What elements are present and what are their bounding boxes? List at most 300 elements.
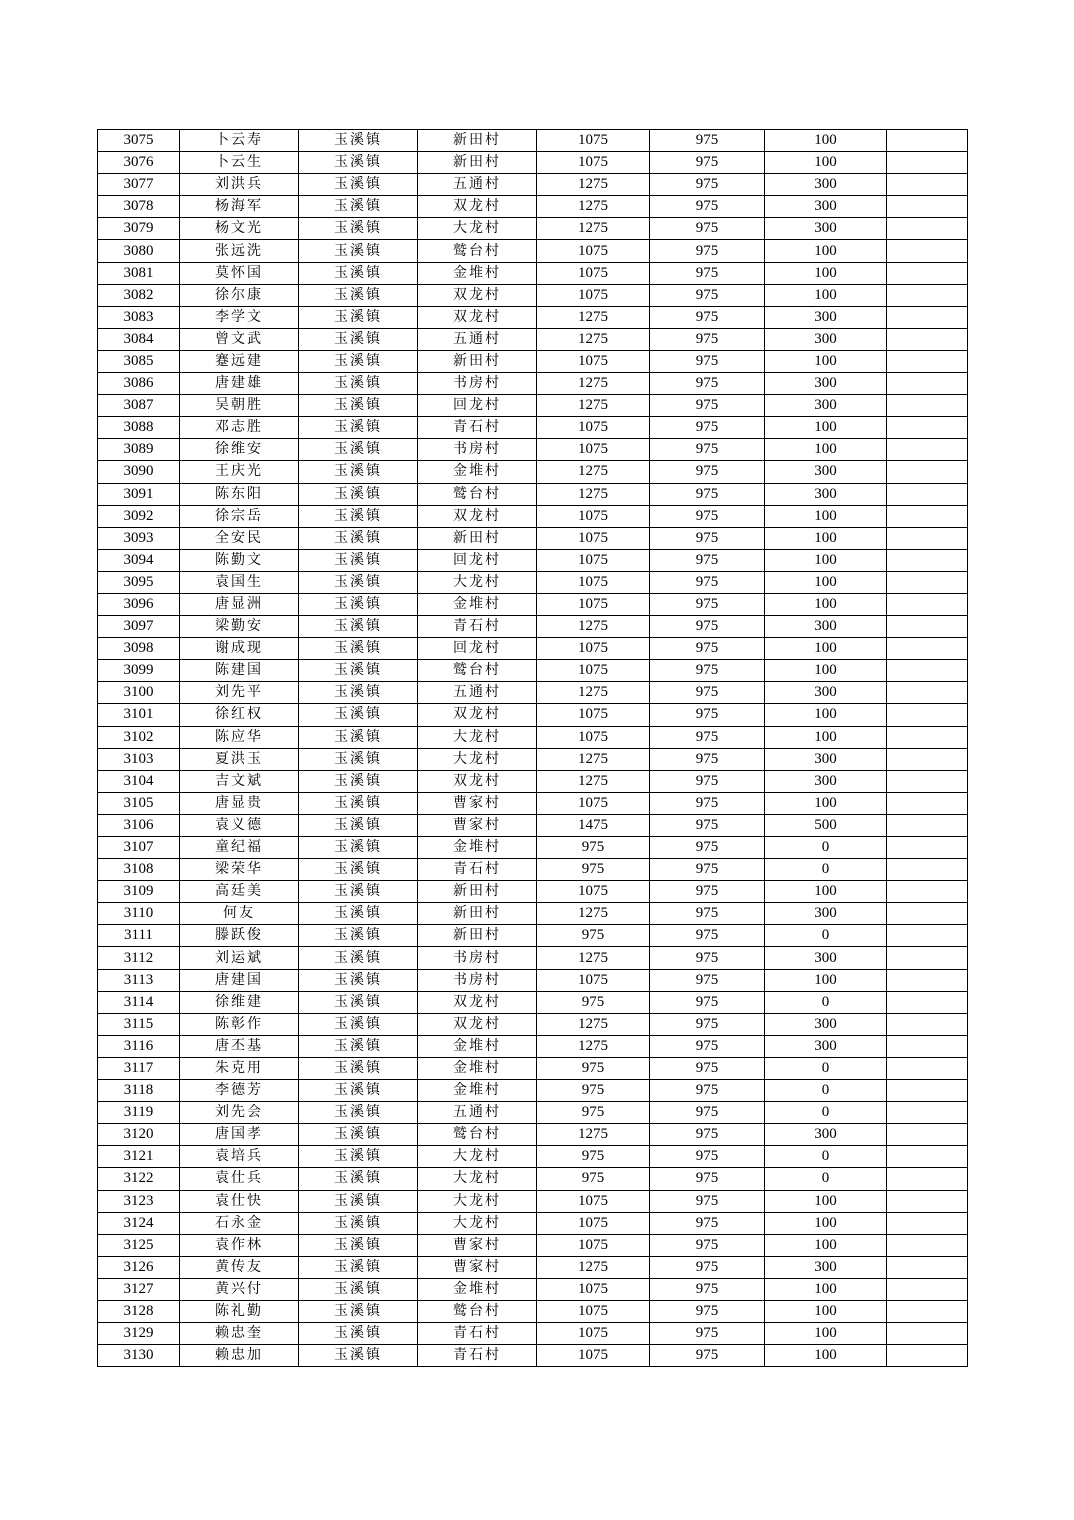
amount-base-cell: 975 (650, 969, 765, 991)
amount-base-cell: 975 (650, 726, 765, 748)
table-row (98, 593, 968, 615)
remark-cell (887, 969, 968, 991)
name-cell: 杨海军 (180, 196, 299, 218)
amount-base-cell: 975 (650, 439, 765, 461)
name-cell: 莫怀国 (180, 262, 299, 284)
row-number-cell: 3088 (98, 417, 180, 439)
amount-base-cell: 975 (650, 1035, 765, 1057)
town-cell: 玉溪镇 (299, 505, 418, 527)
amount-base-cell: 975 (650, 1013, 765, 1035)
amount-total-cell: 1075 (537, 881, 650, 903)
amount-total-cell: 1475 (537, 814, 650, 836)
amount-extra-cell: 100 (765, 1212, 887, 1234)
town-cell: 玉溪镇 (299, 152, 418, 174)
remark-cell (887, 549, 968, 571)
row-number-cell: 3104 (98, 770, 180, 792)
table-row (98, 240, 968, 262)
amount-extra-cell: 100 (765, 1345, 887, 1367)
amount-total-cell: 1275 (537, 1035, 650, 1057)
amount-extra-cell: 300 (765, 218, 887, 240)
name-cell: 徐尔康 (180, 284, 299, 306)
amount-base-cell: 975 (650, 549, 765, 571)
village-cell: 金堆村 (418, 593, 537, 615)
name-cell: 卜云生 (180, 152, 299, 174)
village-cell: 五通村 (418, 1102, 537, 1124)
row-number-cell: 3113 (98, 969, 180, 991)
village-cell: 新田村 (418, 350, 537, 372)
remark-cell (887, 1278, 968, 1300)
amount-extra-cell: 100 (765, 969, 887, 991)
amount-base-cell: 975 (650, 616, 765, 638)
table-row (98, 1256, 968, 1278)
remark-cell (887, 505, 968, 527)
row-number-cell: 3103 (98, 748, 180, 770)
remark-cell (887, 1212, 968, 1234)
amount-extra-cell: 300 (765, 328, 887, 350)
remark-cell (887, 306, 968, 328)
amount-total-cell: 1275 (537, 682, 650, 704)
row-number-cell: 3125 (98, 1234, 180, 1256)
amount-extra-cell: 100 (765, 881, 887, 903)
remark-cell (887, 837, 968, 859)
table-row (98, 638, 968, 660)
remark-cell (887, 947, 968, 969)
row-number-cell: 3096 (98, 593, 180, 615)
name-cell: 邓志胜 (180, 417, 299, 439)
name-cell: 高廷美 (180, 881, 299, 903)
table-row (98, 1323, 968, 1345)
table-row (98, 1345, 968, 1367)
village-cell: 大龙村 (418, 218, 537, 240)
amount-total-cell: 975 (537, 837, 650, 859)
amount-base-cell: 975 (650, 1057, 765, 1079)
amount-base-cell: 975 (650, 881, 765, 903)
amount-base-cell: 975 (650, 328, 765, 350)
table-row (98, 174, 968, 196)
amount-total-cell: 1275 (537, 1013, 650, 1035)
amount-extra-cell: 300 (765, 682, 887, 704)
amount-extra-cell: 300 (765, 196, 887, 218)
remark-cell (887, 395, 968, 417)
village-cell: 大龙村 (418, 1212, 537, 1234)
town-cell: 玉溪镇 (299, 1190, 418, 1212)
name-cell: 唐建国 (180, 969, 299, 991)
amount-total-cell: 1075 (537, 1278, 650, 1300)
name-cell: 全安民 (180, 527, 299, 549)
amount-extra-cell: 300 (765, 1013, 887, 1035)
amount-extra-cell: 100 (765, 571, 887, 593)
table-row (98, 395, 968, 417)
table-row (98, 328, 968, 350)
town-cell: 玉溪镇 (299, 770, 418, 792)
town-cell: 玉溪镇 (299, 1345, 418, 1367)
village-cell: 大龙村 (418, 726, 537, 748)
amount-total-cell: 1275 (537, 373, 650, 395)
village-cell: 双龙村 (418, 284, 537, 306)
town-cell: 玉溪镇 (299, 704, 418, 726)
name-cell: 陈应华 (180, 726, 299, 748)
amount-extra-cell: 100 (765, 638, 887, 660)
amount-base-cell: 975 (650, 1300, 765, 1322)
remark-cell (887, 152, 968, 174)
amount-extra-cell: 100 (765, 240, 887, 262)
remark-cell (887, 616, 968, 638)
amount-base-cell: 975 (650, 814, 765, 836)
town-cell: 玉溪镇 (299, 549, 418, 571)
village-cell: 回龙村 (418, 395, 537, 417)
row-number-cell: 3080 (98, 240, 180, 262)
remark-cell (887, 527, 968, 549)
amount-base-cell: 975 (650, 682, 765, 704)
amount-total-cell: 1075 (537, 726, 650, 748)
row-number-cell: 3083 (98, 306, 180, 328)
amount-extra-cell: 100 (765, 593, 887, 615)
amount-base-cell: 975 (650, 660, 765, 682)
village-cell: 双龙村 (418, 770, 537, 792)
table-row (98, 439, 968, 461)
row-number-cell: 3109 (98, 881, 180, 903)
row-number-cell: 3124 (98, 1212, 180, 1234)
amount-total-cell: 1075 (537, 704, 650, 726)
remark-cell (887, 682, 968, 704)
town-cell: 玉溪镇 (299, 814, 418, 836)
amount-extra-cell: 300 (765, 616, 887, 638)
village-cell: 鹫台村 (418, 483, 537, 505)
amount-extra-cell: 300 (765, 903, 887, 925)
amount-base-cell: 975 (650, 1256, 765, 1278)
amount-total-cell: 1075 (537, 1300, 650, 1322)
town-cell: 玉溪镇 (299, 726, 418, 748)
remark-cell (887, 130, 968, 152)
amount-base-cell: 975 (650, 1168, 765, 1190)
row-number-cell: 3077 (98, 174, 180, 196)
table-row (98, 947, 968, 969)
amount-total-cell: 1075 (537, 130, 650, 152)
name-cell: 黄兴付 (180, 1278, 299, 1300)
table-row (98, 1212, 968, 1234)
amount-extra-cell: 0 (765, 1146, 887, 1168)
amount-total-cell: 975 (537, 1146, 650, 1168)
town-cell: 玉溪镇 (299, 859, 418, 881)
amount-extra-cell: 300 (765, 1035, 887, 1057)
village-cell: 大龙村 (418, 1190, 537, 1212)
row-number-cell: 3101 (98, 704, 180, 726)
row-number-cell: 3092 (98, 505, 180, 527)
amount-extra-cell: 100 (765, 1190, 887, 1212)
amount-extra-cell: 300 (765, 306, 887, 328)
amount-total-cell: 1275 (537, 748, 650, 770)
amount-extra-cell: 300 (765, 174, 887, 196)
amount-base-cell: 975 (650, 770, 765, 792)
row-number-cell: 3095 (98, 571, 180, 593)
row-number-cell: 3118 (98, 1080, 180, 1102)
row-number-cell: 3076 (98, 152, 180, 174)
name-cell: 刘先平 (180, 682, 299, 704)
town-cell: 玉溪镇 (299, 395, 418, 417)
village-cell: 书房村 (418, 373, 537, 395)
amount-total-cell: 1275 (537, 218, 650, 240)
remark-cell (887, 1080, 968, 1102)
amount-total-cell: 1275 (537, 1256, 650, 1278)
amount-base-cell: 975 (650, 638, 765, 660)
amount-extra-cell: 300 (765, 748, 887, 770)
amount-total-cell: 975 (537, 1057, 650, 1079)
village-cell: 青石村 (418, 417, 537, 439)
table-row (98, 1013, 968, 1035)
name-cell: 王庆光 (180, 461, 299, 483)
remark-cell (887, 1057, 968, 1079)
table-row (98, 814, 968, 836)
amount-total-cell: 1075 (537, 505, 650, 527)
row-number-cell: 3122 (98, 1168, 180, 1190)
remark-cell (887, 1300, 968, 1322)
amount-base-cell: 975 (650, 350, 765, 372)
row-number-cell: 3121 (98, 1146, 180, 1168)
name-cell: 袁国生 (180, 571, 299, 593)
village-cell: 青石村 (418, 1345, 537, 1367)
amount-base-cell: 975 (650, 704, 765, 726)
amount-total-cell: 1075 (537, 969, 650, 991)
name-cell: 梁勤安 (180, 616, 299, 638)
remark-cell (887, 218, 968, 240)
table-row (98, 350, 968, 372)
table-row (98, 969, 968, 991)
village-cell: 双龙村 (418, 1013, 537, 1035)
name-cell: 石永金 (180, 1212, 299, 1234)
table-row (98, 218, 968, 240)
amount-extra-cell: 0 (765, 837, 887, 859)
table-row (98, 505, 968, 527)
name-cell: 吴朝胜 (180, 395, 299, 417)
amount-extra-cell: 300 (765, 483, 887, 505)
row-number-cell: 3089 (98, 439, 180, 461)
village-cell: 五通村 (418, 682, 537, 704)
table-row (98, 1124, 968, 1146)
village-cell: 双龙村 (418, 704, 537, 726)
amount-total-cell: 1075 (537, 152, 650, 174)
row-number-cell: 3116 (98, 1035, 180, 1057)
remark-cell (887, 770, 968, 792)
village-cell: 金堆村 (418, 461, 537, 483)
amount-base-cell: 975 (650, 792, 765, 814)
amount-total-cell: 1275 (537, 1124, 650, 1146)
amount-base-cell: 975 (650, 306, 765, 328)
row-number-cell: 3127 (98, 1278, 180, 1300)
amount-total-cell: 1075 (537, 1323, 650, 1345)
row-number-cell: 3078 (98, 196, 180, 218)
table-row (98, 792, 968, 814)
row-number-cell: 3119 (98, 1102, 180, 1124)
amount-total-cell: 1275 (537, 328, 650, 350)
remark-cell (887, 439, 968, 461)
table-row (98, 284, 968, 306)
town-cell: 玉溪镇 (299, 925, 418, 947)
amount-base-cell: 975 (650, 417, 765, 439)
amount-extra-cell: 100 (765, 439, 887, 461)
amount-total-cell: 1075 (537, 593, 650, 615)
name-cell: 张远洗 (180, 240, 299, 262)
village-cell: 曹家村 (418, 814, 537, 836)
town-cell: 玉溪镇 (299, 969, 418, 991)
amount-extra-cell: 300 (765, 461, 887, 483)
table-row (98, 726, 968, 748)
table-row (98, 881, 968, 903)
name-cell: 何友 (180, 903, 299, 925)
remark-cell (887, 240, 968, 262)
row-number-cell: 3081 (98, 262, 180, 284)
row-number-cell: 3100 (98, 682, 180, 704)
table-row (98, 483, 968, 505)
row-number-cell: 3094 (98, 549, 180, 571)
table-row (98, 152, 968, 174)
amount-total-cell: 1275 (537, 306, 650, 328)
amount-total-cell: 1075 (537, 240, 650, 262)
amount-total-cell: 1075 (537, 284, 650, 306)
village-cell: 双龙村 (418, 991, 537, 1013)
name-cell: 陈彰作 (180, 1013, 299, 1035)
remark-cell (887, 196, 968, 218)
amount-base-cell: 975 (650, 1323, 765, 1345)
amount-extra-cell: 100 (765, 284, 887, 306)
table-row (98, 1102, 968, 1124)
amount-base-cell: 975 (650, 1234, 765, 1256)
town-cell: 玉溪镇 (299, 682, 418, 704)
row-number-cell: 3123 (98, 1190, 180, 1212)
table-row (98, 1190, 968, 1212)
amount-total-cell: 975 (537, 859, 650, 881)
amount-total-cell: 1075 (537, 792, 650, 814)
remark-cell (887, 1013, 968, 1035)
amount-total-cell: 1075 (537, 549, 650, 571)
name-cell: 梁荣华 (180, 859, 299, 881)
amount-extra-cell: 0 (765, 1080, 887, 1102)
name-cell: 刘先会 (180, 1102, 299, 1124)
table-row (98, 527, 968, 549)
name-cell: 袁培兵 (180, 1146, 299, 1168)
town-cell: 玉溪镇 (299, 837, 418, 859)
remark-cell (887, 859, 968, 881)
village-cell: 金堆村 (418, 1035, 537, 1057)
town-cell: 玉溪镇 (299, 328, 418, 350)
town-cell: 玉溪镇 (299, 439, 418, 461)
amount-extra-cell: 100 (765, 527, 887, 549)
amount-total-cell: 1275 (537, 174, 650, 196)
name-cell: 陈建国 (180, 660, 299, 682)
amount-total-cell: 1075 (537, 1212, 650, 1234)
amount-base-cell: 975 (650, 461, 765, 483)
town-cell: 玉溪镇 (299, 1300, 418, 1322)
village-cell: 书房村 (418, 947, 537, 969)
name-cell: 杨文光 (180, 218, 299, 240)
name-cell: 袁作林 (180, 1234, 299, 1256)
table-row (98, 306, 968, 328)
row-number-cell: 3098 (98, 638, 180, 660)
name-cell: 吉文斌 (180, 770, 299, 792)
town-cell: 玉溪镇 (299, 571, 418, 593)
name-cell: 李学文 (180, 306, 299, 328)
town-cell: 玉溪镇 (299, 638, 418, 660)
row-number-cell: 3129 (98, 1323, 180, 1345)
name-cell: 童纪福 (180, 837, 299, 859)
table-row (98, 1057, 968, 1079)
village-cell: 新田村 (418, 881, 537, 903)
town-cell: 玉溪镇 (299, 461, 418, 483)
table-row (98, 837, 968, 859)
name-cell: 陈东阳 (180, 483, 299, 505)
name-cell: 曾文武 (180, 328, 299, 350)
town-cell: 玉溪镇 (299, 284, 418, 306)
amount-base-cell: 975 (650, 571, 765, 593)
remark-cell (887, 328, 968, 350)
row-number-cell: 3110 (98, 903, 180, 925)
amount-base-cell: 975 (650, 593, 765, 615)
amount-total-cell: 1075 (537, 350, 650, 372)
row-number-cell: 3099 (98, 660, 180, 682)
amount-base-cell: 975 (650, 837, 765, 859)
table-row (98, 770, 968, 792)
row-number-cell: 3102 (98, 726, 180, 748)
amount-total-cell: 975 (537, 1102, 650, 1124)
amount-base-cell: 975 (650, 240, 765, 262)
name-cell: 卜云寿 (180, 130, 299, 152)
data-table (97, 129, 968, 1367)
amount-extra-cell: 300 (765, 770, 887, 792)
amount-base-cell: 975 (650, 991, 765, 1013)
town-cell: 玉溪镇 (299, 1256, 418, 1278)
amount-base-cell: 975 (650, 395, 765, 417)
town-cell: 玉溪镇 (299, 1124, 418, 1146)
name-cell: 夏洪玉 (180, 748, 299, 770)
row-number-cell: 3114 (98, 991, 180, 1013)
village-cell: 大龙村 (418, 748, 537, 770)
remark-cell (887, 1035, 968, 1057)
village-cell: 青石村 (418, 1323, 537, 1345)
table-row (98, 130, 968, 152)
row-number-cell: 3117 (98, 1057, 180, 1079)
village-cell: 鹫台村 (418, 240, 537, 262)
name-cell: 黄传友 (180, 1256, 299, 1278)
amount-total-cell: 1075 (537, 660, 650, 682)
amount-base-cell: 975 (650, 152, 765, 174)
amount-extra-cell: 500 (765, 814, 887, 836)
village-cell: 鹫台村 (418, 1300, 537, 1322)
amount-extra-cell: 0 (765, 991, 887, 1013)
village-cell: 大龙村 (418, 571, 537, 593)
name-cell: 李德芳 (180, 1080, 299, 1102)
amount-extra-cell: 100 (765, 549, 887, 571)
amount-base-cell: 975 (650, 947, 765, 969)
village-cell: 双龙村 (418, 505, 537, 527)
amount-total-cell: 1075 (537, 439, 650, 461)
name-cell: 徐维安 (180, 439, 299, 461)
town-cell: 玉溪镇 (299, 218, 418, 240)
row-number-cell: 3106 (98, 814, 180, 836)
amount-extra-cell: 300 (765, 1124, 887, 1146)
town-cell: 玉溪镇 (299, 991, 418, 1013)
town-cell: 玉溪镇 (299, 196, 418, 218)
amount-extra-cell: 300 (765, 1256, 887, 1278)
remark-cell (887, 726, 968, 748)
row-number-cell: 3105 (98, 792, 180, 814)
amount-base-cell: 975 (650, 218, 765, 240)
row-number-cell: 3126 (98, 1256, 180, 1278)
town-cell: 玉溪镇 (299, 1102, 418, 1124)
amount-total-cell: 975 (537, 1168, 650, 1190)
town-cell: 玉溪镇 (299, 616, 418, 638)
amount-extra-cell: 0 (765, 859, 887, 881)
table-row (98, 571, 968, 593)
table-row (98, 616, 968, 638)
